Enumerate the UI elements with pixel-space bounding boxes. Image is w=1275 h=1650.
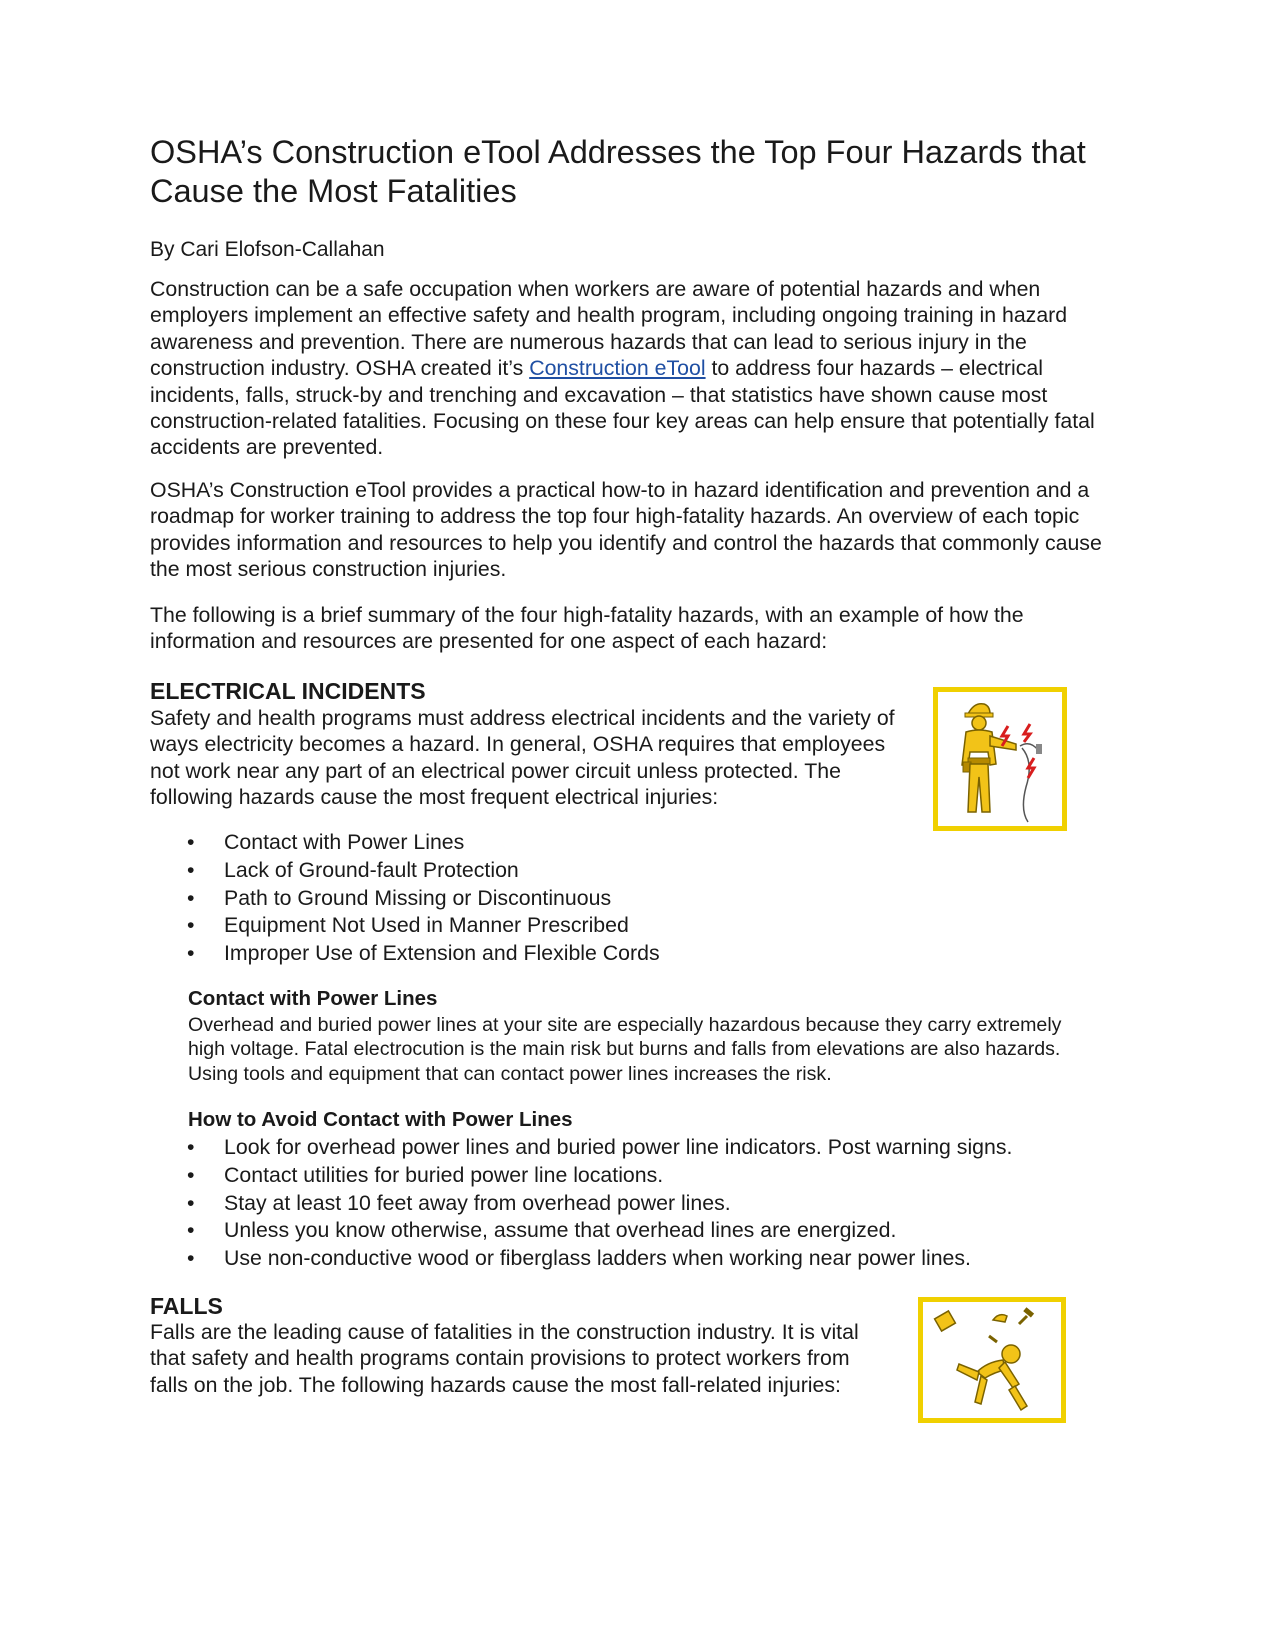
falls-heading: FALLS (150, 1293, 223, 1319)
avoid-contact-list (150, 1134, 1012, 1273)
intro-paragraph (150, 276, 1125, 461)
avoid-contact-subheading: How to Avoid Contact with Power Lines (188, 1108, 573, 1131)
falls-text: Falls are the leading cause of fatalities in the construction industry. It is vital that safety and health programs contain provisions to protect workers from falls on the job. The following hazards cause the most fall-related injuries: (150, 1320, 859, 1397)
list-item: • Contact with Power Lines (150, 829, 660, 857)
intro-text-end: to address four hazards – electrical incidents, falls, struck-by and trenching and excavation – that statistics have shown cause most construction-related fatalities. Focusing on these four key areas can help ensure that potentially fatal accidents are prevented. (150, 356, 1095, 460)
construction-etool-link[interactable]: Construction eTool (529, 356, 706, 381)
electrical-worker-icon (933, 687, 1067, 831)
overview-paragraph: OSHA’s Construction eTool provides a practical how-to in hazard identification and prevention and a roadmap for worker training to address the top four high-fatality hazards. An overview of each topic provides information and resources to help you identify and control the hazards that commonly cause the most serious construction injuries. (150, 478, 1102, 582)
list-item: • Contact utilities for buried power line locations. (150, 1162, 1012, 1190)
list-item: • Equipment Not Used in Manner Prescribed (150, 912, 660, 940)
article-title: OSHA’s Construction eTool Addresses the Top Four Hazards that Cause the Most Fatalities (150, 134, 1086, 209)
list-item: • Use non-conductive wood or fiberglass ladders when working near power lines. (150, 1245, 1012, 1273)
electrical-text: Safety and health programs must address electrical incidents and the variety of ways electricity becomes a hazard. In general, OSHA requires that employees not work near any part of an electrical power circuit unless protected. The following hazards cause the most frequent electrical injuries: (150, 706, 895, 810)
byline: By Cari Elofson-Callahan (150, 238, 385, 261)
electrical-hazard-list (150, 829, 660, 968)
list-item: • Lack of Ground-fault Protection (150, 857, 660, 885)
list-item: • Unless you know otherwise, assume that overhead lines are energized. (150, 1217, 1012, 1245)
list-item: • Path to Ground Missing or Discontinuous (150, 885, 660, 913)
list-item: • Improper Use of Extension and Flexible Cords (150, 940, 660, 968)
intro-text-start: Construction can be a safe occupation when workers are aware of potential hazards and when employers implement an effective safety and health program, including ongoing training in hazard awareness and prevention. There are numerous hazards that can lead to serious injury in the construction industry. OSHA created it’s (150, 277, 1068, 381)
power-lines-text: Overhead and buried power lines at your site are especially hazardous because they carry extremely high voltage. Fatal electrocution is the main risk but burns and falls from elevations are also hazards. Using tools and equipment that can contact power lines increases the risk. (188, 1014, 1062, 1085)
summary-paragraph: The following is a brief summary of the four high-fatality hazards, with an example of how the information and resources are presented for one aspect of each hazard: (150, 603, 1024, 654)
list-item: • Look for overhead power lines and buried power line indicators. Post warning signs. (150, 1134, 1012, 1162)
electrical-heading: ELECTRICAL INCIDENTS (150, 678, 426, 704)
list-item: • Stay at least 10 feet away from overhead power lines. (150, 1190, 1012, 1218)
falling-worker-icon (918, 1297, 1066, 1423)
power-lines-subheading: Contact with Power Lines (188, 987, 438, 1010)
